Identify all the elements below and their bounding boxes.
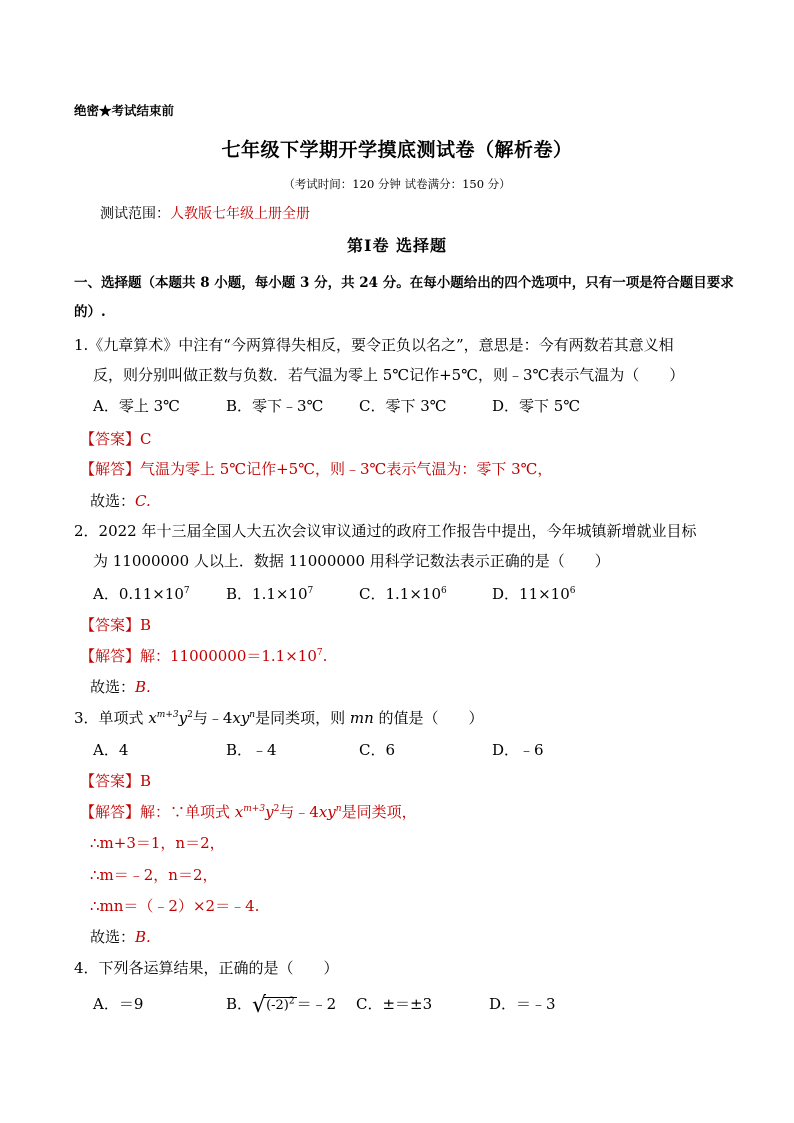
q1-option-a: A．零上 3℃ (93, 397, 180, 415)
answer-label: 【答案】 (80, 430, 141, 448)
q3-option-a: A．4 (93, 741, 129, 759)
q4-option-a: A．＝9 (93, 995, 144, 1013)
q3-option-b: B．﹣4 (226, 741, 277, 759)
q2-option-c: C．$1.1\times 10^6$ (359, 585, 447, 603)
choose-label: 故选： (90, 678, 136, 696)
test-scope (100, 203, 310, 223)
scope-label: 测试范围： (100, 206, 170, 222)
choose-value: B. (135, 678, 151, 696)
part-title: 第Ⅰ卷 选择题 (346, 236, 448, 255)
q3-stem: 3．单项式 $x^{m+3}y^2$与$﹣4xy^n$是同类项，则 mn 的值是（ ） (74, 709, 484, 727)
answer-value: B (140, 772, 152, 790)
q1-option-c: C．零下 3℃ (359, 397, 447, 415)
q1-stem-line2: 反，则分别叫做正数与负数．若气温为零上 5℃记作+5℃，则﹣3℃表示气温为（ ） (93, 366, 685, 384)
q1-analysis (80, 458, 552, 479)
choose-value: C. (135, 492, 151, 510)
q3-answer (80, 770, 151, 791)
section-instructions: 一、选择题（本题共 8 小题，每小题 3 分，共 24 分。在每小题给出的四个选项中，只有一项是符合题目要求的）. (74, 275, 734, 320)
q3-choose (90, 926, 151, 947)
answer-value: B (140, 616, 152, 634)
q3-options (93, 739, 625, 760)
q1-answer (80, 428, 152, 449)
q3-option-c: C．6 (359, 741, 396, 759)
q3-step-1: ∴m+3＝1，n＝2， (90, 834, 225, 852)
q1-choose (90, 490, 151, 511)
analysis-label: 【解答】 (80, 803, 141, 821)
choose-label: 故选： (90, 492, 136, 510)
choose-value: B. (135, 928, 151, 946)
q2-choose (90, 676, 151, 697)
q1-stem-line1: 1.《九章算术》中注有“今两算得失相反，要令正负以名之”，意思是：今有两数若其意义相 (74, 336, 674, 354)
q4-stem: 4．下列各运算结果，正确的是（ ） (74, 959, 339, 977)
q3-option-d: D．﹣6 (492, 741, 544, 759)
q2-option-a: A．$0.11\times 10^7$ (93, 585, 190, 603)
q4-option-d: D．＝﹣3 (489, 995, 556, 1013)
q1-options (93, 395, 625, 416)
q2-option-b: B．$1.1\times 10^7$ (226, 585, 314, 603)
sqrt-symbol: √ (252, 993, 267, 1018)
q2-analysis (80, 645, 327, 666)
scope-value: 人教版七年级上册全册 (170, 206, 310, 222)
analysis-text: 解：$11000000=1.1\times 10^7$. (140, 647, 328, 665)
answer-label: 【答案】 (80, 772, 141, 790)
answer-value: C (140, 430, 152, 448)
q2-options (93, 583, 625, 604)
analysis-text: 气温为零上 5℃记作+5℃，则﹣3℃表示气温为：零下 3℃， (140, 460, 553, 478)
q2-stem-line1: 2．2022 年十三届全国人大五次会议审议通过的政府工作报告中提出，今年城镇新增就业目标 (74, 522, 697, 540)
analysis-label: 【解答】 (80, 460, 141, 478)
q2-answer (80, 614, 151, 635)
analysis-label: 【解答】 (80, 647, 141, 665)
q2-option-d: D．$11\times 10^6$ (492, 585, 576, 603)
secret-label: 绝密★考试结束前 (74, 103, 175, 118)
q1-option-b: B．零下﹣3℃ (226, 397, 324, 415)
exam-info: （考试时间：120 分钟 试卷满分：150 分） (283, 177, 511, 191)
q3-step-3: ∴mn＝（﹣2）×2＝﹣4. (90, 897, 260, 915)
q4-option-c: C．±＝±3 (356, 995, 433, 1013)
page-title: 七年级下学期开学摸底测试卷（解析卷） (221, 139, 573, 161)
q1-option-d: D．零下 5℃ (492, 397, 581, 415)
q4-options (93, 993, 622, 1018)
q3-analysis: 【解答】解：∵单项式 $x^{m+3}y^2$与$﹣4xy^n$是同类项， (80, 803, 417, 821)
q4-option-b: B．$√(-2)^2$ ＝﹣2 (226, 993, 337, 1018)
answer-label: 【答案】 (80, 616, 141, 634)
q2-stem-line2: 为 11000000 人以上．数据 11000000 用科学记数法表示正确的是（ ） (93, 552, 610, 570)
q3-step-2: ∴m＝﹣2，n＝2， (90, 866, 218, 884)
choose-label: 故选： (90, 928, 136, 946)
